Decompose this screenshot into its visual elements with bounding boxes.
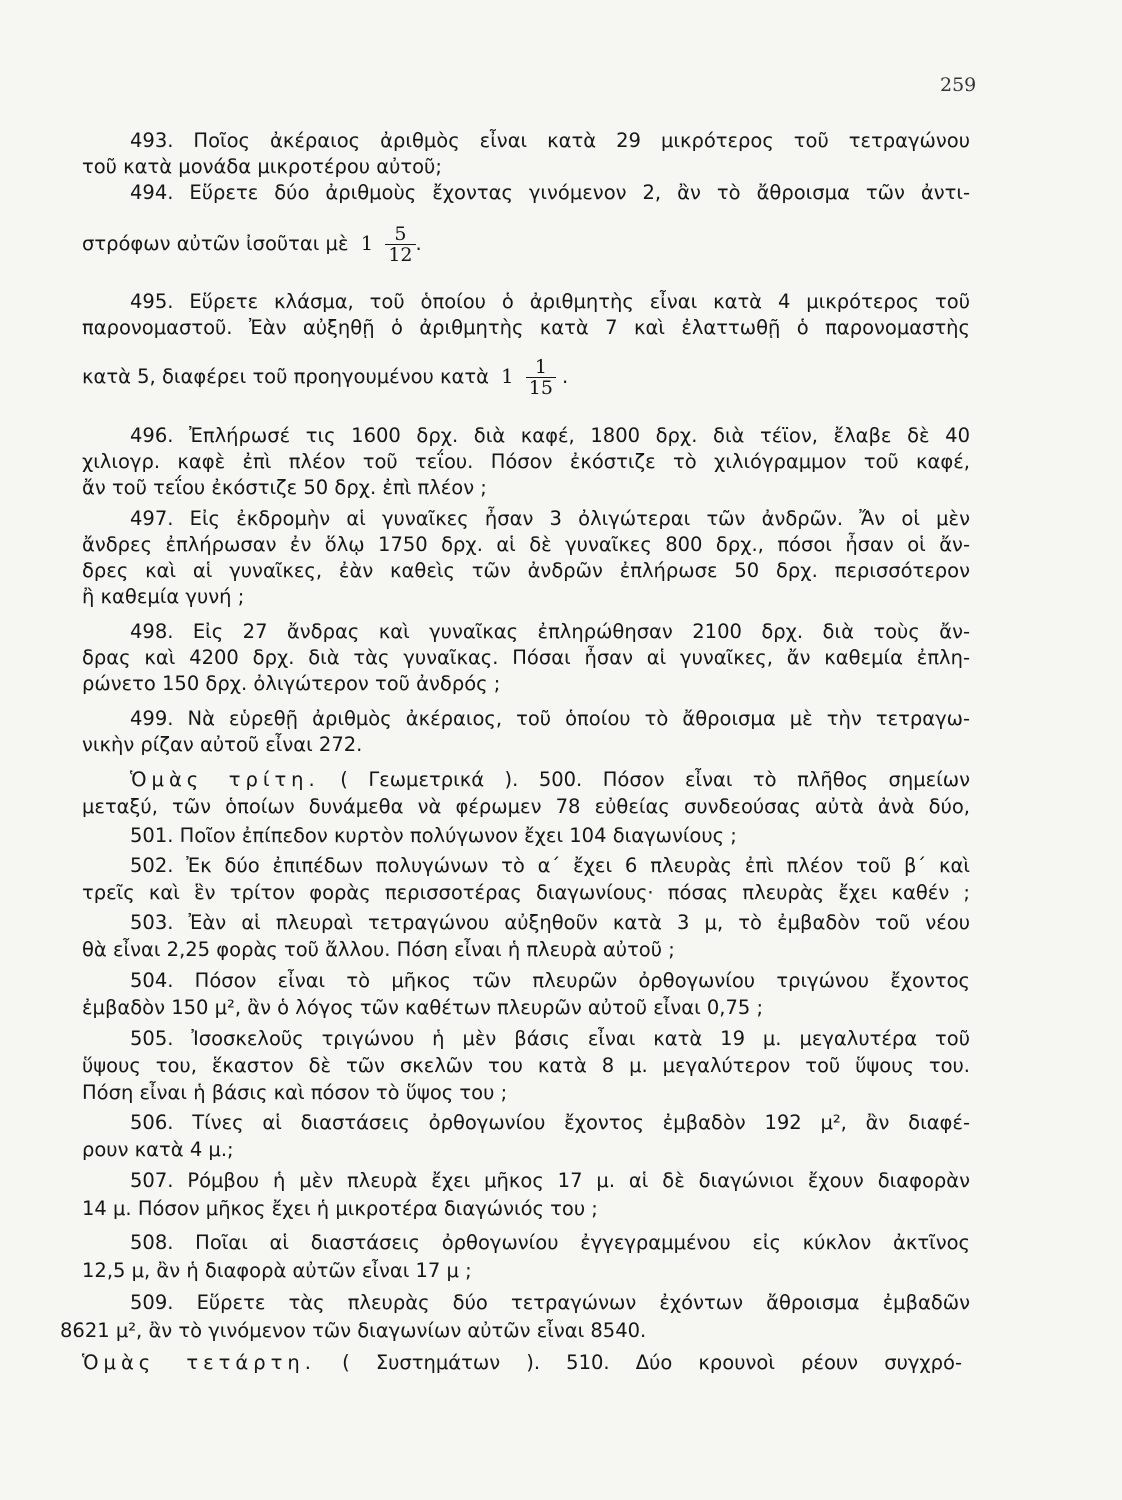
text-line: δρας καὶ 4200 δρχ. διὰ τὰς γυναῖκας. Πόσαι ἦσαν αἱ γυναῖκες, ἄν καθεμία ἐπλη- [82, 646, 970, 669]
text-line: 493. Ποῖος ἀκέραιος ἀριθμὸς εἶναι κατὰ 29 μικρότερος τοῦ τετραγώνου [130, 129, 970, 152]
text-line-with-fraction [82, 355, 970, 407]
text-line: δρες καὶ αἱ γυναῖκες, ἐὰν καθεὶς τῶν ἀνδρῶν ἐπλήρωσε 50 δρχ. περισσότερον [82, 559, 970, 582]
text-line: ἄν τοῦ τεΐου ἐκόστιζε 50 δρχ. ἐπὶ πλέον ; [82, 476, 487, 499]
fraction-period: . [415, 232, 422, 255]
text-line: 499. Νὰ εὑρεθῇ ἀριθμὸς ἀκέραιος, τοῦ ὁποίου τὸ ἄθροισμα μὲ τὴν τετραγω- [130, 707, 970, 730]
text-line: 496. Ἐπλήρωσέ τις 1600 δρχ. διὰ καφέ, 1800 δρχ. διὰ τέϊον, ἔλαβε δὲ 40 [130, 424, 970, 447]
line-text: ( Γεωμετρικά ). 500. Πόσον εἶναι τὸ πλῆθος σημείων [340, 768, 970, 791]
text-line: 507. Ρόμβου ἡ μὲν πλευρὰ ἔχει μῆκος 17 μ. αἱ δὲ διαγώνιοι ἔχουν διαφορὰν [130, 1169, 970, 1192]
fraction-whole: 1 [501, 365, 514, 388]
fraction [385, 224, 415, 265]
fraction [526, 357, 556, 398]
line-text: ( Συστημάτων ). 510. Δύο κρουνοὶ ρέουν συγχρό- [342, 1351, 962, 1374]
text-line: 503. Ἐὰν αἱ πλευραὶ τετραγώνου αὐξηθοῦν κατὰ 3 μ, τὸ ἐμβαδὸν τοῦ νέου [130, 911, 970, 934]
fraction-numerator: 5 [394, 223, 407, 245]
text-line: τρεῖς καὶ ἓν τρίτον φορὰς περισσοτέρας διαγωνίους· πόσας πλευρὰς ἔχει καθέν ; [82, 881, 970, 904]
text-line: 504. Πόσον εἶναι τὸ μῆκος τῶν πλευρῶν ὀρθογωνίου τριγώνου ἔχοντος [130, 969, 970, 992]
line-text: στρόφων αὐτῶν ἰσοῦται μὲ [82, 232, 349, 255]
text-line: ἐμβαδὸν 150 μ², ἂν ὁ λόγος τῶν καθέτων πλευρῶν αὐτοῦ εἶναι 0,75 ; [82, 996, 764, 1019]
fraction-numerator: 1 [534, 356, 547, 378]
text-line: 495. Εὕρετε κλάσμα, τοῦ ὁποίου ὁ ἀριθμητὴς εἶναι κατὰ 4 μικρότερος τοῦ [130, 290, 970, 313]
text-line: 494. Εὕρετε δύο ἀριθμοὺς ἔχοντας γινόμενον 2, ἂν τὸ ἄθροισμα τῶν ἀντι- [130, 181, 970, 204]
fraction-period: . [561, 365, 569, 388]
text-line: θὰ εἶναι 2,25 φορὰς τοῦ ἄλλου. Πόση εἶναι ἡ πλευρὰ αὐτοῦ ; [82, 938, 675, 961]
text-line: ἢ καθεμία γυνή ; [82, 585, 245, 608]
text-line: ἄνδρες ἐπλήρωσαν ἐν ὅλῳ 1750 δρχ. αἱ δὲ γυναῖκες 800 δρχ., πόσοι ἦσαν οἱ ἄν- [82, 533, 970, 556]
text-line: ὕψους του, ἕκαστον δὲ τῶν σκελῶν του κατὰ 8 μ. μεγαλύτερον τοῦ ὕψους του. [82, 1054, 970, 1077]
section-heading-line [82, 767, 970, 793]
text-line-with-fraction [82, 222, 970, 270]
text-line: 14 μ. Πόσον μῆκος ἔχει ἡ μικροτέρα διαγώνιός του ; [82, 1197, 598, 1220]
text-line: 498. Εἰς 27 ἄνδρας καὶ γυναῖκας ἐπληρώθησαν 2100 δρχ. διὰ τοὺς ἄν- [130, 620, 970, 643]
text-line: 502. Ἐκ δύο ἐπιπέδων πολυγώνων τὸ α΄ ἔχει 6 πλευρὰς ἐπὶ πλέον τοῦ β΄ καὶ [130, 854, 970, 877]
text-line: χιλιογρ. καφὲ ἐπὶ πλέον τοῦ τεΐου. Πόσον ἐκόστιζε τὸ χιλιόγραμμον τοῦ καφέ, [82, 450, 970, 473]
fraction-whole: 1 [360, 232, 374, 255]
fraction-denominator: 12 [385, 244, 415, 265]
section-heading: Ὁμὰς τετάρτη. [82, 1351, 316, 1374]
text-line: 12,5 μ, ἂν ἡ διαφορὰ αὐτῶν εἶναι 17 μ ; [82, 1259, 472, 1282]
text-line: ρώνετο 150 δρχ. ὀλιγώτερον τοῦ ἀνδρός ; [82, 672, 501, 695]
text-line: 508. Ποῖαι αἱ διαστάσεις ὀρθογωνίου ἐγγεγραμμένου εἰς κύκλον ἀκτῖνος [130, 1231, 970, 1254]
text-line: μεταξύ, τῶν ὁποίων δυνάμεθα νὰ φέρωμεν 78 εὐθείας συνδεούσας αὐτὰ ἀνὰ δύο, [82, 795, 970, 818]
text-line: νικὴν ρίζαν αὐτοῦ εἶναι 272. [82, 733, 363, 756]
text-line: τοῦ κατὰ μονάδα μικροτέρου αὐτοῦ; [82, 155, 442, 178]
text-line: 506. Τίνες αἱ διαστάσεις ὀρθογωνίου ἔχοντος ἐμβαδὸν 192 μ², ἂν διαφέ- [130, 1111, 970, 1134]
text-line: 8621 μ², ἂν τὸ γινόμενον τῶν διαγωνίων αὐτῶν εἶναι 8540. [60, 1319, 647, 1342]
text-line: 505. Ἰσοσκελοῦς τριγώνου ἡ μὲν βάσις εἶναι κατὰ 19 μ. μεγαλυτέρα τοῦ [130, 1027, 970, 1050]
text-line: ρουν κατὰ 4 μ.; [82, 1138, 234, 1161]
text-line: 509. Εὕρετε τὰς πλευρὰς δύο τετραγώνων ἐχόντων ἄθροισμα ἐμβαδῶν [130, 1291, 970, 1314]
page-number: 259 [940, 74, 977, 96]
text-line: παρονομαστοῦ. Ἐὰν αὐξηθῇ ὁ ἀριθμητὴς κατὰ 7 καὶ ἐλαττωθῇ ὁ παρονομαστὴς [82, 316, 970, 339]
section-heading-line [82, 1350, 962, 1376]
line-text: κατὰ 5, διαφέρει τοῦ προηγουμένου κατὰ [82, 365, 489, 388]
text-line: 497. Εἰς ἐκδρομὴν αἱ γυναῖκες ἦσαν 3 ὀλιγώτεραι τῶν ἀνδρῶν. Ἄν οἱ μὲν [130, 507, 970, 530]
section-heading: Ὁμὰς τρίτη. [130, 768, 320, 791]
text-line: Πόση εἶναι ἡ βάσις καὶ πόσον τὸ ὕψος του ; [82, 1081, 508, 1104]
text-line: 501. Ποῖον ἐπίπεδον κυρτὸν πολύγωνον ἔχει 104 διαγωνίους ; [130, 824, 737, 847]
fraction-denominator: 15 [526, 377, 556, 398]
